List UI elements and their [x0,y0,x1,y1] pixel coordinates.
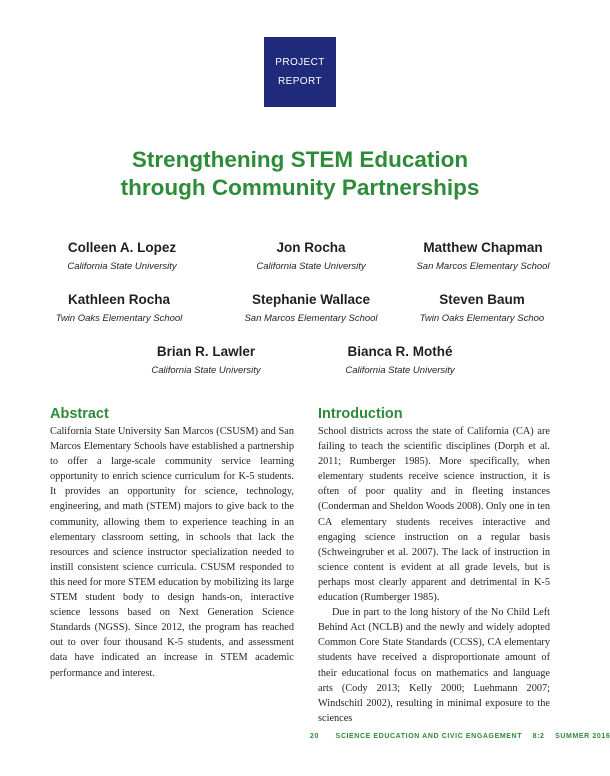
author-affiliation: California State University [345,365,455,376]
author-affiliation: California State University [151,365,261,376]
introduction-paragraph: School districts across the state of California (CA) are failing to teach the scientific disciplines (Dorph et al. 2011; Rumberger 1985). More specifically, when elementary students receive science instruction, it is often of poor quality and in fleeting instances (Conderman and Sheldon Woods 2008). Only one in ten CA elementary students receives interactive and engaging science instruction on a regular basis (Schweingruber et al. 2007). The lack of instruction in science content is evident at all grade levels, but is perhaps most clearly apparent and detrimental in K-5 education (Rumberger 1985). [318,426,550,604]
author-block [211,292,411,324]
badge-line-1: PROJECT [275,57,325,68]
author-affiliation: Twin Oaks Elementary School [55,313,183,324]
author-name: Matthew Chapman [423,240,543,255]
author-block [383,240,583,272]
author-block [19,292,219,324]
author-name: Bianca R. Mothé [347,344,453,359]
author-name: Steven Baum [439,292,525,307]
volume-issue: 8:2 [532,733,545,740]
abstract-heading: Abstract [50,406,109,422]
badge-line-2: REPORT [278,76,322,87]
abstract-text: California State University San Marcos (CSUSM) and San Marcos Elementary Schools have established a partnership to offer a large-scale community service learning opportunity to enrich science curriculum for K-5 students. It provides an opportunity for science, technology, engineering, and math (STEM) majors to give back to the community, allowing them to experience teaching in an elementary classroom setting, in schools that lack the resources and science instructor specialization needed to instill consistent science curricula. CSUSM responded to this need for more STEM education by mobilizing its large STEM student body to design hands-on, interactive science lessons based on Next Generation Science Standards (NGSS). Since 2012, the program has reached out to over four thousand K-5 students, and assessment data have indicated an increase in STEM academic performance and interest. [50,426,294,679]
author-block [22,240,222,272]
issue-season: SUMMER 2016 [555,733,610,740]
author-name: Colleen A. Lopez [67,240,177,255]
author-affiliation: Twin Oaks Elementary Schoo [419,313,545,324]
author-block [300,344,500,376]
introduction-paragraph: Due in part to the long history of the No Child Left Behind Act (NCLB) and the newly and widely adopted Common Core State Standards (CCSS), CA elementary students have received a disproportionate amount of their educational focus on mathematics and language arts (Cody 2013; Kelly 2000; Luehmann 2007; Windschitl 2002), resulting in minimal exposure to the sciences [318,607,550,724]
abstract-body [50,424,294,681]
title-line-1: Strengthening STEM Education [131,147,469,172]
author-name: Stephanie Wallace [251,292,371,307]
author-block [211,240,411,272]
author-affiliation: San Marcos Elementary School [416,261,550,272]
author-name: Kathleen Rocha [67,292,171,307]
author-block [382,292,582,324]
article-title [0,146,600,202]
title-line-2: through Community Partnerships [120,175,480,200]
publication-name: SCIENCE EDUCATION AND CIVIC ENGAGEMENT [335,733,523,740]
page-number: 20 [310,733,319,740]
author-block [106,344,306,376]
project-report-badge [264,37,336,107]
author-affiliation: California State University [256,261,366,272]
introduction-body [318,424,550,726]
introduction-heading: Introduction [318,406,403,422]
page-footer [310,733,610,740]
author-affiliation: California State University [67,261,177,272]
author-name: Brian R. Lawler [156,344,256,359]
author-name: Jon Rocha [276,240,346,255]
author-affiliation: San Marcos Elementary School [244,313,378,324]
